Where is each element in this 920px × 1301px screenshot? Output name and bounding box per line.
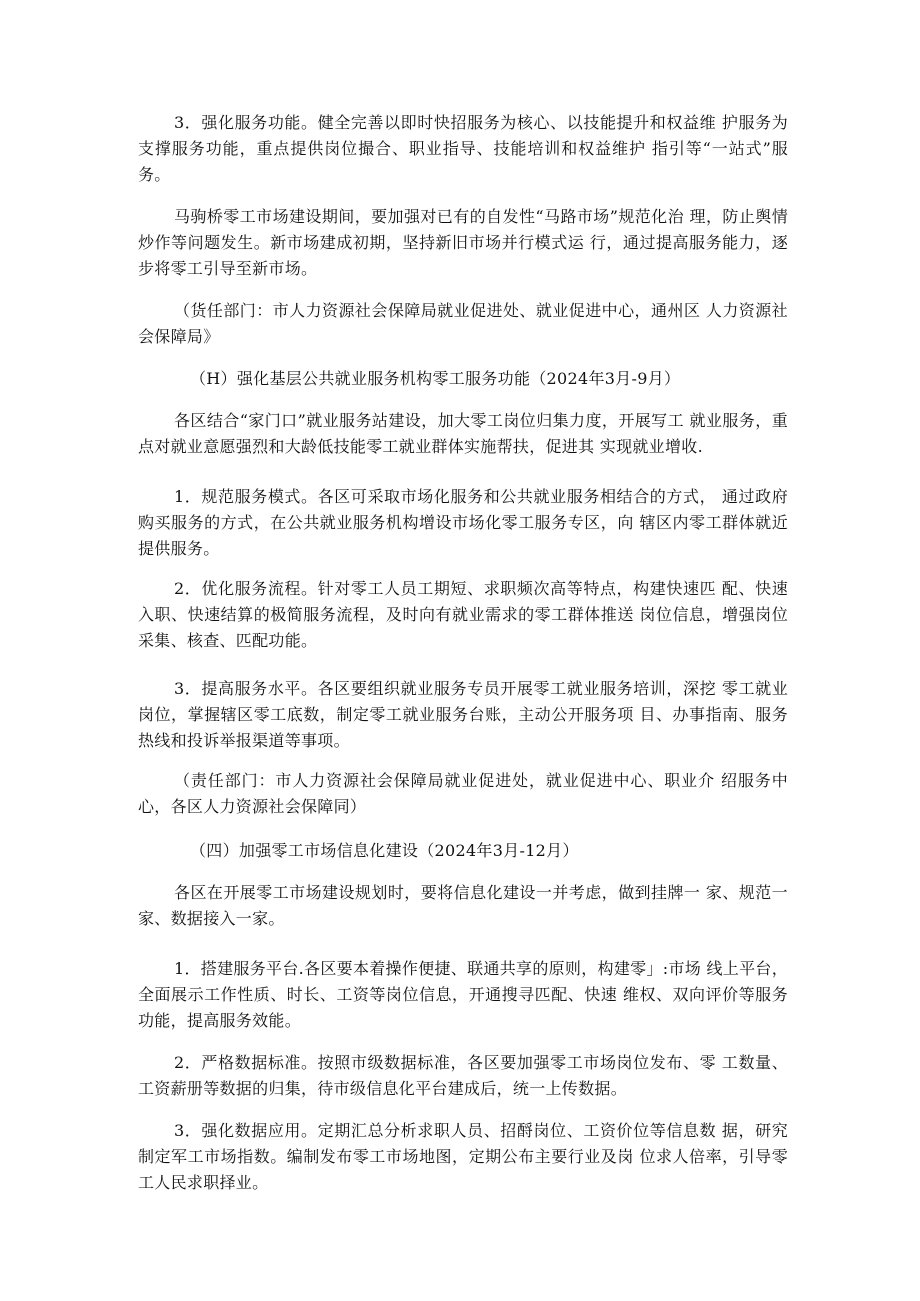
paragraph-responsible-dept-1: （货任部门：市人力资源社会保障局就业促进处、就业促进中心，通州区 人力资源社会保障局》 <box>138 301 788 346</box>
section-heading-3: （H）强化基层公共就业服务机构零工服务功能（2024年3月-9月） <box>190 369 681 388</box>
paragraph-district-combination: 各区结合“家门口”就业服务站建设，加大零工岗位归集力度，开展写工 就业服务，重点对就业意愿强烈和大龄低技能零工就业群体实施帮扶，促进其 实现就业增收. <box>138 411 788 456</box>
paragraph-improve-level: 3．提高服务水平。各区要组织就业服务专员开展零工就业服务培训，深挖 零工就业岗位，掌握辖区零工底数，制定零工就业服务台账，主动公开服务项 目、办事指南、服务热线和投诉举报渠道等事项。 <box>138 679 788 750</box>
paragraph-service-function: 3．强化服务功能。健全完善以即时快招服务为核心、以技能提升和权益维 护服务为支撑服务功能，重点提供岗位撮合、职业指导、技能培训和权益维护 指引等“一站式”服务。 <box>138 113 788 184</box>
paragraph-build-platform: 1．搭建服务平台.各区要本着操作便捷、联通共享的原则，构建零」:市场 线上平台，全面展示工作性质、时长、工资等岗位信息，开通搜寻匹配、快速 维权、双向评价等服务功能，提高服务效能。 <box>138 959 788 1030</box>
paragraph-majuqiao-market: 马驹桥零工市场建设期间，要加强对已有的自发性“马路市场”规范化治 理，防止舆情炒作等问题发生。新市场建成初期，坚持新旧市场并行模式运 行，通过提高服务能力，逐步将零工引导至新市场。 <box>138 207 788 278</box>
section-heading-4: （四）加强零工市场信息化建设（2024年3月-12月） <box>190 841 579 860</box>
paragraph-standardize-mode: 1．规范服务模式。各区可采取市场化服务和公共就业服务相结合的方式， 通过政府购买服务的方式，在公共就业服务机构增设市场化零工服务专区，向 辖区内零工群体就近提供服务。 <box>138 487 788 558</box>
paragraph-informatization-plan: 各区在开展零工市场建设规划时，要将信息化建设一并考虑，做到挂牌一 家、规范一家、数据接入一家。 <box>138 883 788 928</box>
paragraph-responsible-dept-2: （责任部门：市人力资源社会保障局就业促进处，就业促进中心、职业介 绍服务中心，各区人力资源社会保障同） <box>138 771 788 816</box>
paragraph-optimize-process: 2．优化服务流程。针对零工人员工期短、求职频次高等特点，构建快速匹 配、快速入职、快速结算的极简服务流程，及时向有就业需求的零工群体推送 岗位信息，增强岗位采集、核查、匹配功能。 <box>138 579 788 650</box>
paragraph-data-application: 3．强化数据应用。定期汇总分析求职人员、招酹岗位、工资价位等信息数 据，研究制定军工市场指数。编制发布零工市场地图，定期公布主要行业及岗 位求人倍率，引导零工人民求职择业。 <box>138 1121 788 1192</box>
paragraph-data-standard: 2．严格数据标准。按照市级数据标准，各区要加强零工市场岗位发布、零 工数量、工资薪册等数据的归集，待市级信息化平台建成后，统一上传数据。 <box>138 1053 788 1098</box>
